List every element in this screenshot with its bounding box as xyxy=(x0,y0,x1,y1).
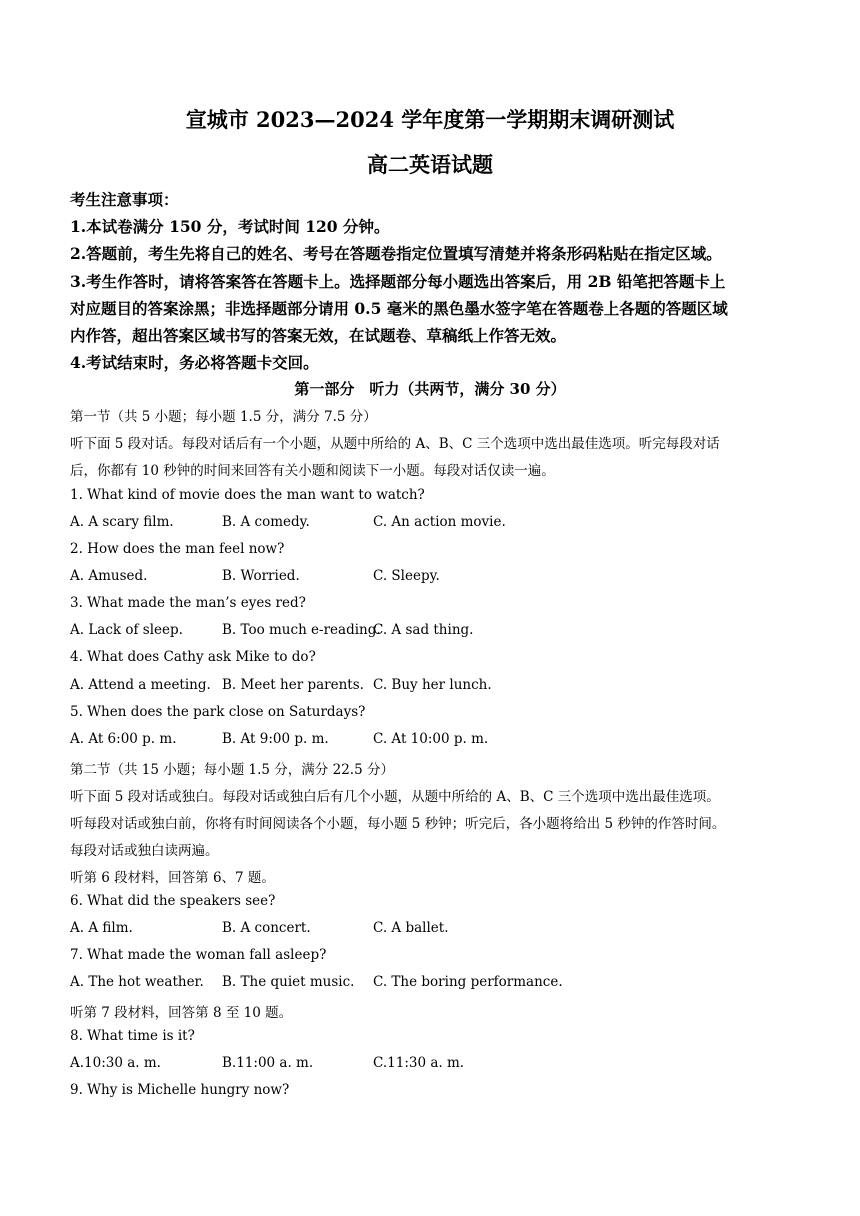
notice-line: 2.答题前，考生先将自己的姓名、考号在答题卷指定位置填写清楚并将条形码粘贴在指定区域。 xyxy=(70,244,722,263)
question-stem: 5. When does the park close on Saturdays? xyxy=(70,704,366,720)
notice-line: 对应题目的答案涂黑；非选择题部分请用 0.5 毫米的黑色墨水签字笔在答题卷上各题的答题区域 xyxy=(70,299,728,318)
option-b: B. A concert. xyxy=(222,920,311,936)
exam-subtitle: 高二英语试题 xyxy=(367,152,493,177)
question-stem: 3. What made the man’s eyes red? xyxy=(70,595,306,611)
option-a: A. Attend a meeting. xyxy=(70,677,211,693)
option-b: B. A comedy. xyxy=(222,514,310,530)
question-stem: 2. How does the man feel now? xyxy=(70,541,285,557)
question-stem: 4. What does Cathy ask Mike to do? xyxy=(70,649,316,665)
option-b: B. The quiet music. xyxy=(222,974,355,990)
instruction-line: 听下面 5 段对话。每段对话后有一个小题，从题中所给的 A、B、C 三个选项中选出最佳选项。听完每段对话 xyxy=(70,436,720,452)
material-instruction: 听第 6 段材料，回答第 6、7 题。 xyxy=(70,870,275,886)
question-stem: 1. What kind of movie does the man want to watch? xyxy=(70,487,425,503)
option-a: A. The hot weather. xyxy=(70,974,204,990)
instruction-line: 听下面 5 段对话或独白。每段对话或独白后有几个小题，从题中所给的 A、B、C 三个选项中选出最佳选项。 xyxy=(70,789,720,805)
option-b: B. Too much e-reading. xyxy=(222,622,381,638)
notice-heading: 考生注意事项： xyxy=(70,190,179,209)
question-stem: 6. What did the speakers see? xyxy=(70,893,276,909)
option-a: A. A film. xyxy=(70,920,133,936)
part-title: 第一部分 听力（共两节，满分 30 分） xyxy=(294,380,566,398)
option-a: A. Amused. xyxy=(70,568,148,584)
section-heading: 第一节（共 5 小题；每小题 1.5 分，满分 7.5 分） xyxy=(70,409,377,425)
option-a: A. Lack of sleep. xyxy=(70,622,183,638)
option-b: B.11:00 a. m. xyxy=(222,1055,314,1071)
option-b: B. At 9:00 p. m. xyxy=(222,731,329,747)
option-a: A. A scary film. xyxy=(70,514,174,530)
option-a: A. At 6:00 p. m. xyxy=(70,731,177,747)
question-stem: 7. What made the woman fall asleep? xyxy=(70,947,327,963)
instruction-line: 听每段对话或独白前，你将有时间阅读各个小题，每小题 5 秒钟；听完后，各小题将给出 5 秒钟的作答时间。 xyxy=(70,816,726,832)
option-a: A.10:30 a. m. xyxy=(70,1055,161,1071)
option-c: C. Sleepy. xyxy=(373,568,440,584)
material-instruction: 听第 7 段材料，回答第 8 至 10 题。 xyxy=(70,1005,293,1021)
notice-line: 4.考试结束时，务必将答题卡交回。 xyxy=(70,353,319,372)
question-stem: 8. What time is it? xyxy=(70,1028,195,1044)
question-stem: 9. Why is Michelle hungry now? xyxy=(70,1082,290,1098)
notice-line: 3.考生作答时，请将答案答在答题卡上。选择题部分每小题选出答案后，用 2B 铅笔把答题卡上 xyxy=(70,272,726,291)
exam-title: 宣城市 2023—2024 学年度第一学期期末调研测试 xyxy=(185,107,675,132)
option-b: B. Meet her parents. xyxy=(222,677,364,693)
option-c: C. A sad thing. xyxy=(373,622,474,638)
option-c: C. At 10:00 p. m. xyxy=(373,731,489,747)
option-c: C. An action movie. xyxy=(373,514,506,530)
section-heading: 第二节（共 15 小题；每小题 1.5 分，满分 22.5 分） xyxy=(70,762,394,778)
notice-line: 内作答，超出答案区域书写的答案无效，在试题卷、草稿纸上作答无效。 xyxy=(70,326,567,345)
option-b: B. Worried. xyxy=(222,568,300,584)
option-c: C.11:30 a. m. xyxy=(373,1055,465,1071)
instruction-line: 后，你都有 10 秒钟的时间来回答有关小题和阅读下一小题。每段对话仅读一遍。 xyxy=(70,463,555,479)
option-c: C. A ballet. xyxy=(373,920,449,936)
notice-line: 1.本试卷满分 150 分，考试时间 120 分钟。 xyxy=(70,217,390,236)
option-c: C. Buy her lunch. xyxy=(373,677,492,693)
instruction-line: 每段对话或独白读两遍。 xyxy=(70,843,219,859)
option-c: C. The boring performance. xyxy=(373,974,563,990)
